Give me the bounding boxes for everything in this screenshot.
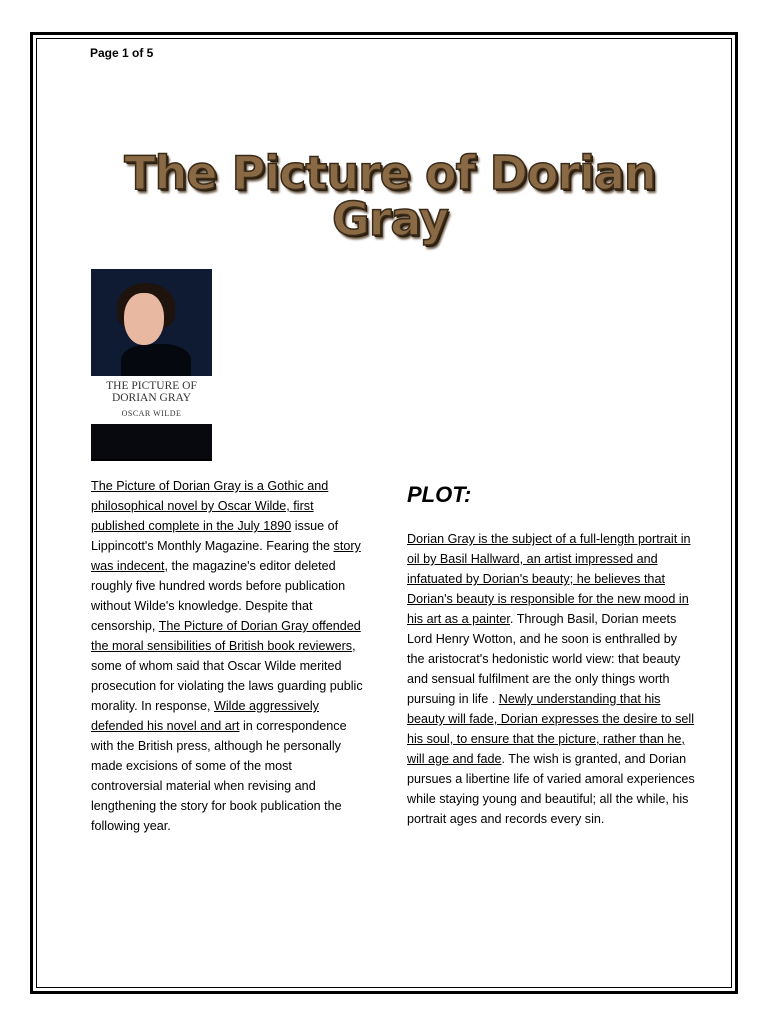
cover-author: OSCAR WILDE (121, 409, 182, 418)
plot-heading: PLOT: (407, 482, 472, 507)
cover-title: THE PICTURE OF DORIAN GRAY (106, 380, 197, 404)
document-title: The Picture of Dorian Gray (124, 146, 656, 246)
cover-portrait-face (124, 293, 164, 345)
intro-paragraph (91, 476, 366, 836)
cover-bottom (91, 424, 212, 459)
intro-link-wilde-defended[interactable]: Wilde aggressively defended his novel and art (91, 699, 319, 733)
plot-paragraph (407, 529, 697, 829)
intro-text-1: issue of Lippincott's Monthly Magazine. Fearing the (91, 519, 339, 553)
intro-link-novel[interactable]: The Picture of Dorian Gray is a Gothic and philosophical novel by Oscar Wilde, first published complete in the July 1890 (91, 479, 329, 533)
plot-text-2: . The wish is granted, and Dorian pursues a libertine life of varied amoral experiences while staying young and beautiful; all the while, his portrait ages and records every sin. (407, 752, 695, 826)
page-number: Page 1 of 5 (90, 46, 154, 60)
plot-link-sell-soul[interactable]: Newly understanding that his beauty will fade, Dorian expresses the desire to sell his soul, to ensure that the picture, rather than he, will age and fade (407, 692, 695, 766)
plot-text-1: . Through Basil, Dorian meets Lord Henry Wotton, and he soon is enthralled by the aristocrat's hedonistic world view: that beauty and sensual fulfilment are the only things worth pursuing in life . (407, 612, 681, 706)
book-cover-image (91, 269, 212, 459)
intro-text-4: in correspondence with the British press, although he personally made excisions of some of the most controversial material when revising and lengthening the story for book publication the following year. (91, 719, 347, 833)
cover-underline (91, 459, 212, 461)
intro-text-2: , the magazine's editor deleted roughly five hundred words before publication without Wilde's knowledge. Despite that censorship, (91, 559, 346, 633)
plot-link-portrait[interactable]: Dorian Gray is the subject of a full-length portrait in oil by Basil Hallward, an artist impressed and infatuated by Dorian's beauty; he believes that Dorian's beauty is responsible for the new mood in his art as a painter (407, 532, 691, 626)
intro-link-indecent[interactable]: story was indecent (91, 539, 361, 573)
intro-link-offended[interactable]: The Picture of Dorian Gray offended the moral sensibilities of British book reviewers (91, 619, 361, 653)
intro-text-3: , some of whom said that Oscar Wilde merited prosecution for violating the laws guarding public morality. In response, (91, 639, 363, 713)
